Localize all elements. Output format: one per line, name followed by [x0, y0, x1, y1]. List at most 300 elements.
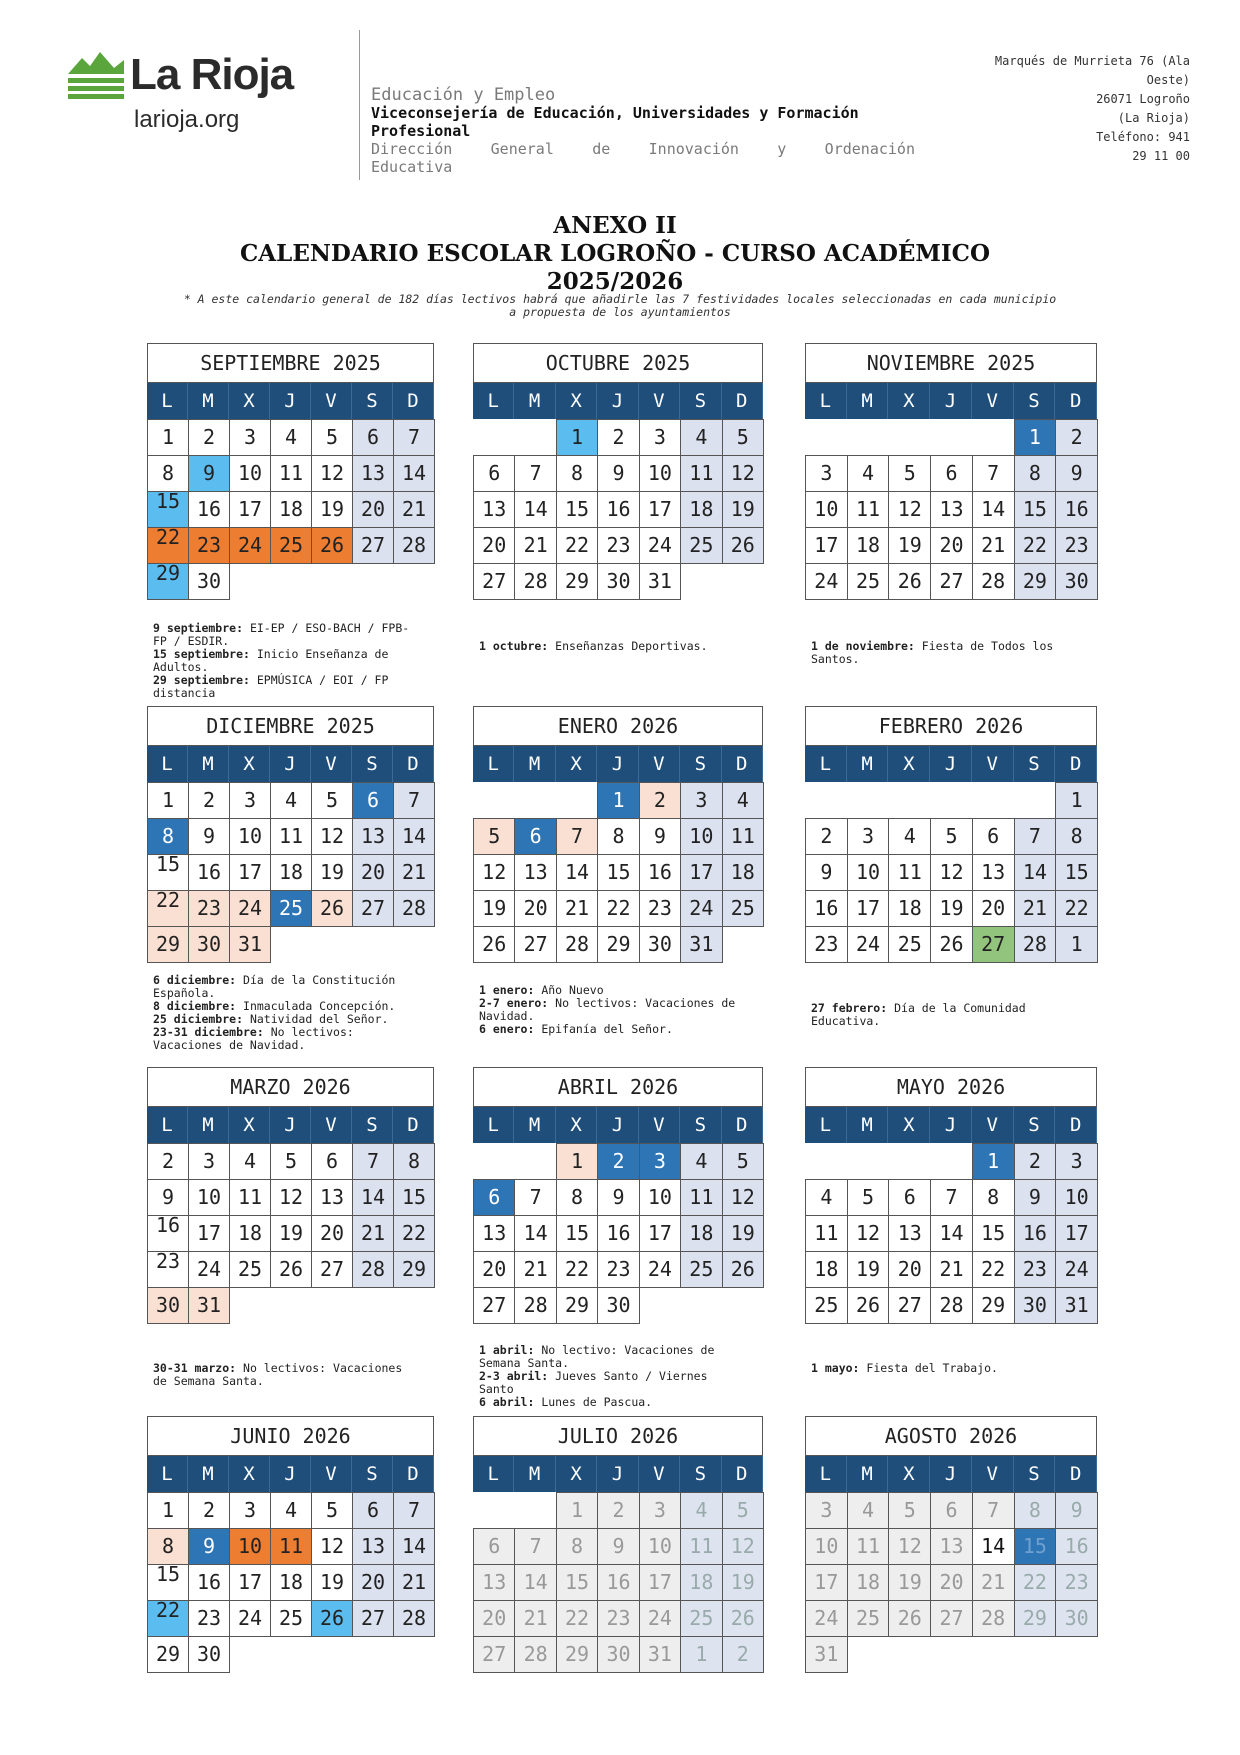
day-cell: 1 [556, 1143, 598, 1180]
day-cell: 9 [805, 854, 848, 891]
day-cell: 5 [311, 782, 353, 819]
note-line [811, 1362, 1083, 1375]
day-cell: 31 [639, 563, 681, 600]
day-cell: 19 [311, 1564, 353, 1601]
note-text: No lectivos: Vacaciones de Navidad. [153, 1025, 354, 1052]
day-cell: 3 [639, 1492, 681, 1529]
month-calendar [147, 343, 434, 599]
day-cell: 23 [1014, 1251, 1057, 1288]
day-cell: 12 [722, 455, 764, 492]
day-cell: 26 [311, 890, 353, 927]
day-cell: 26 [888, 1600, 931, 1637]
weekday-label: D [1055, 1107, 1097, 1143]
note-date: 30-31 marzo: [153, 1361, 237, 1375]
day-grid [147, 1143, 434, 1323]
calendar-note: * A este calendario general de 182 días lectivos habrá que añadirle las 7 festividades locales seleccionadas en cada municipio a propuesta de los ayuntamientos [183, 292, 1057, 319]
day-cell: 2 [188, 419, 230, 456]
day-cell: 10 [229, 455, 271, 492]
weekday-label: J [597, 383, 638, 419]
weekday-label: L [805, 746, 847, 782]
day-cell: 18 [847, 527, 890, 564]
day-cell: 18 [270, 491, 312, 528]
day-cell: 21 [514, 1600, 556, 1637]
day-cell: 2 [1055, 419, 1098, 456]
weekday-header [473, 1107, 763, 1143]
day-cell: 2 [722, 1636, 764, 1673]
weekday-label: S [680, 1107, 721, 1143]
day-cell: 26 [270, 1251, 312, 1288]
address-block [975, 52, 1190, 166]
day-cell: 27 [930, 563, 973, 600]
day-cell: 10 [188, 1179, 230, 1216]
day-cell: 23 [1055, 527, 1098, 564]
day-cell: 1 [1055, 782, 1098, 819]
day-cell: 16 [597, 1564, 639, 1601]
weekday-header [147, 746, 434, 782]
day-cell: 20 [352, 491, 394, 528]
day-cell: 29 [1014, 1600, 1057, 1637]
day-cell: 25 [229, 1251, 271, 1288]
day-cell: 5 [847, 1179, 890, 1216]
day-cell: 13 [888, 1215, 931, 1252]
day-cell: 15 [1014, 491, 1057, 528]
day-cell: 6 [473, 1179, 515, 1216]
day-cell: 28 [352, 1251, 394, 1288]
day-grid [473, 782, 763, 962]
day-cell: 4 [847, 1492, 890, 1529]
weekday-label: X [229, 383, 270, 419]
day-cell: 28 [514, 563, 556, 600]
day-cell: 30 [1014, 1287, 1057, 1324]
day-cell: 6 [930, 455, 973, 492]
day-cell: 11 [888, 854, 931, 891]
note-date: 2-7 enero: [479, 996, 549, 1010]
day-cell: 26 [722, 527, 764, 564]
day-grid [147, 782, 434, 962]
dept-line-3: Dirección General de Innovación y Ordenación [371, 140, 915, 158]
day-cell: 20 [352, 1564, 394, 1601]
day-cell: 28 [393, 527, 435, 564]
day-cell: 14 [514, 1215, 556, 1252]
day-cell: 19 [722, 491, 764, 528]
month-title: AGOSTO 2026 [805, 1416, 1097, 1456]
day-cell: 9 [1055, 455, 1098, 492]
day-cell: 2 [188, 1492, 230, 1529]
note-date: 1 enero: [479, 983, 535, 997]
weekday-label: J [270, 383, 311, 419]
day-cell: 19 [311, 854, 353, 891]
day-cell: 14 [1014, 854, 1057, 891]
note-text: Día de la Comunidad Educativa. [811, 1001, 1026, 1028]
day-cell: 16 [188, 1564, 230, 1601]
day-cell: 4 [270, 419, 312, 456]
day-cell: 28 [514, 1636, 556, 1673]
day-cell: 19 [930, 890, 973, 927]
day-cell: 28 [972, 563, 1015, 600]
day-cell: 29 [147, 563, 189, 600]
day-cell: 21 [514, 1251, 556, 1288]
dept-line-2: Viceconsejería de Educación, Universidades y Formación Profesional [371, 104, 859, 140]
day-cell: 12 [888, 1528, 931, 1565]
day-cell: 13 [514, 854, 556, 891]
day-cell: 20 [473, 1251, 515, 1288]
day-cell: 19 [473, 890, 515, 927]
day-cell: 1 [147, 419, 189, 456]
day-cell: 9 [188, 1528, 230, 1565]
note-date: 1 de noviembre: [811, 639, 915, 653]
day-cell: 24 [229, 1600, 271, 1637]
day-cell: 28 [1014, 926, 1057, 963]
day-cell: 24 [229, 890, 271, 927]
day-cell: 2 [639, 782, 681, 819]
weekday-label: X [888, 1107, 930, 1143]
day-cell: 31 [229, 926, 271, 963]
note-line [153, 974, 420, 1000]
day-cell: 26 [847, 1287, 890, 1324]
day-cell: 5 [930, 818, 973, 855]
day-grid [805, 419, 1097, 599]
day-cell: 12 [473, 854, 515, 891]
day-cell: 30 [597, 1636, 639, 1673]
weekday-label: L [147, 746, 188, 782]
day-cell: 7 [514, 1528, 556, 1565]
day-cell: 20 [888, 1251, 931, 1288]
day-cell: 21 [393, 491, 435, 528]
day-cell: 17 [229, 1564, 271, 1601]
day-cell: 14 [930, 1215, 973, 1252]
site-url: larioja.org [134, 106, 240, 133]
day-cell: 29 [556, 1636, 598, 1673]
note-date: 15 septiembre: [153, 647, 250, 661]
weekday-label: V [639, 383, 680, 419]
month-title: JUNIO 2026 [147, 1416, 434, 1456]
day-cell: 8 [1055, 818, 1098, 855]
day-cell: 9 [1055, 1492, 1098, 1529]
day-cell: 21 [514, 527, 556, 564]
day-cell: 5 [888, 455, 931, 492]
day-cell: 6 [352, 782, 394, 819]
note-date: 6 abril: [479, 1395, 535, 1409]
day-cell: 4 [680, 1492, 722, 1529]
note-date: 6 diciembre: [153, 973, 237, 987]
la-rioja-logo [68, 48, 308, 138]
day-cell: 18 [270, 854, 312, 891]
month-title: JULIO 2026 [473, 1416, 763, 1456]
month-calendar [473, 1067, 763, 1323]
month-title: MARZO 2026 [147, 1067, 434, 1107]
note-line [153, 1362, 420, 1388]
month-notes [811, 640, 1083, 666]
weekday-label: S [1014, 383, 1056, 419]
weekday-label: V [972, 383, 1014, 419]
day-cell: 4 [680, 1143, 722, 1180]
day-cell: 22 [147, 527, 189, 564]
note-text: Inmaculada Concepción. [236, 999, 396, 1013]
weekday-label: V [311, 1456, 352, 1492]
note-text: Año Nuevo [534, 983, 604, 997]
weekday-label: M [514, 1107, 555, 1143]
day-cell: 19 [888, 1564, 931, 1601]
day-cell: 25 [847, 1600, 890, 1637]
day-cell: 3 [805, 1492, 848, 1529]
day-cell: 20 [514, 890, 556, 927]
day-cell: 6 [473, 1528, 515, 1565]
weekday-header [805, 383, 1097, 419]
day-cell: 9 [597, 455, 639, 492]
day-cell: 27 [473, 563, 515, 600]
note-date: 2-3 abril: [479, 1369, 549, 1383]
day-cell: 19 [722, 1215, 764, 1252]
day-cell: 17 [680, 854, 722, 891]
month-calendar [147, 1067, 434, 1323]
weekday-label: M [847, 1107, 889, 1143]
day-cell: 12 [311, 818, 353, 855]
day-cell: 22 [556, 1251, 598, 1288]
day-cell: 15 [556, 491, 598, 528]
weekday-label: V [311, 383, 352, 419]
weekday-label: M [514, 383, 555, 419]
day-cell: 7 [972, 455, 1015, 492]
address-line: Teléfono: 941 [1096, 130, 1190, 144]
day-cell: 30 [597, 563, 639, 600]
day-cell: 3 [680, 782, 722, 819]
day-cell: 3 [188, 1143, 230, 1180]
day-cell: 21 [1014, 890, 1057, 927]
day-cell: 28 [514, 1287, 556, 1324]
note-text: No lectivos: Vacaciones de Navidad. [479, 996, 736, 1023]
day-cell: 30 [639, 926, 681, 963]
weekday-label: X [229, 1107, 270, 1143]
day-cell: 14 [352, 1179, 394, 1216]
day-cell: 2 [597, 419, 639, 456]
day-cell: 12 [270, 1179, 312, 1216]
day-cell: 12 [930, 854, 973, 891]
weekday-label: D [722, 1456, 763, 1492]
day-cell: 16 [805, 890, 848, 927]
day-cell: 16 [1055, 491, 1098, 528]
note-line [811, 1002, 1083, 1028]
weekday-label: X [229, 746, 270, 782]
month-title: ABRIL 2026 [473, 1067, 763, 1107]
month-notes [479, 1344, 749, 1409]
weekday-header [473, 1456, 763, 1492]
weekday-header [805, 746, 1097, 782]
day-cell: 10 [639, 1528, 681, 1565]
weekday-label: M [188, 1456, 229, 1492]
day-cell: 10 [1055, 1179, 1098, 1216]
day-cell: 18 [722, 854, 764, 891]
month-title: OCTUBRE 2025 [473, 343, 763, 383]
note-text: Fiesta del Trabajo. [859, 1361, 998, 1375]
dept-line-4: Educativa [371, 158, 453, 176]
day-cell: 30 [188, 926, 230, 963]
day-cell: 22 [147, 890, 189, 927]
day-cell: 15 [556, 1564, 598, 1601]
month-title: ENERO 2026 [473, 706, 763, 746]
weekday-label: L [473, 383, 514, 419]
day-cell: 6 [352, 1492, 394, 1529]
weekday-label: D [722, 1107, 763, 1143]
weekday-label: M [847, 746, 889, 782]
day-cell: 23 [805, 926, 848, 963]
day-cell: 10 [847, 854, 890, 891]
day-cell: 16 [639, 854, 681, 891]
weekday-label: S [680, 1456, 721, 1492]
day-cell: 2 [188, 782, 230, 819]
note-text: Enseñanzas Deportivas. [548, 639, 708, 653]
day-cell: 24 [639, 527, 681, 564]
weekday-label: D [1055, 746, 1097, 782]
weekday-label: M [514, 1456, 555, 1492]
day-cell: 29 [393, 1251, 435, 1288]
day-cell: 10 [680, 818, 722, 855]
day-cell: 24 [639, 1251, 681, 1288]
weekday-label: L [147, 1107, 188, 1143]
day-cell: 3 [805, 455, 848, 492]
weekday-label: V [311, 746, 352, 782]
day-cell: 15 [147, 1564, 189, 1601]
day-cell: 13 [352, 455, 394, 492]
day-grid [147, 1492, 434, 1672]
day-cell: 12 [311, 1528, 353, 1565]
day-cell: 13 [311, 1179, 353, 1216]
day-cell: 18 [680, 491, 722, 528]
day-cell: 25 [680, 1600, 722, 1637]
day-cell: 26 [930, 926, 973, 963]
day-cell: 18 [270, 1564, 312, 1601]
day-cell: 30 [188, 1636, 230, 1673]
day-cell: 31 [188, 1287, 230, 1324]
month-notes [479, 984, 749, 1036]
day-cell: 8 [1014, 1492, 1057, 1529]
day-cell: 18 [229, 1215, 271, 1252]
day-cell: 10 [639, 1179, 681, 1216]
day-cell: 18 [888, 890, 931, 927]
day-cell: 22 [597, 890, 639, 927]
day-cell: 16 [1055, 1528, 1098, 1565]
day-cell: 22 [1014, 1564, 1057, 1601]
note-text: Jueves Santo / Viernes Santo [479, 1369, 708, 1396]
day-cell: 1 [147, 1492, 189, 1529]
day-cell: 24 [188, 1251, 230, 1288]
month-calendar [805, 706, 1097, 962]
day-cell: 29 [556, 563, 598, 600]
day-cell: 6 [972, 818, 1015, 855]
day-cell: 10 [229, 818, 271, 855]
month-notes [811, 1002, 1083, 1028]
weekday-label: M [847, 383, 889, 419]
day-cell: 12 [311, 455, 353, 492]
day-cell: 11 [805, 1215, 848, 1252]
weekday-header [805, 1107, 1097, 1143]
day-cell: 14 [556, 854, 598, 891]
day-cell: 25 [680, 1251, 722, 1288]
day-cell: 30 [147, 1287, 189, 1324]
day-cell: 25 [270, 527, 312, 564]
weekday-label: V [639, 1456, 680, 1492]
address-line: (La Rioja) [1117, 111, 1190, 125]
day-cell: 11 [680, 1179, 722, 1216]
weekday-label: M [188, 1107, 229, 1143]
day-cell: 5 [722, 419, 764, 456]
day-cell: 17 [1055, 1215, 1098, 1252]
day-grid [473, 1492, 763, 1672]
day-cell: 22 [1014, 527, 1057, 564]
day-cell: 25 [888, 926, 931, 963]
day-cell: 14 [514, 491, 556, 528]
day-cell: 25 [722, 890, 764, 927]
day-cell: 23 [597, 527, 639, 564]
day-cell: 11 [270, 1528, 312, 1565]
note-date: 29 septiembre: [153, 673, 250, 687]
day-cell: 1 [972, 1143, 1015, 1180]
day-cell: 24 [847, 926, 890, 963]
day-cell: 22 [1055, 890, 1098, 927]
note-date: 8 diciembre: [153, 999, 237, 1013]
day-cell: 10 [805, 491, 848, 528]
day-cell: 22 [972, 1251, 1015, 1288]
day-cell: 31 [639, 1636, 681, 1673]
month-calendar [473, 1416, 763, 1672]
day-cell: 23 [597, 1251, 639, 1288]
month-notes [153, 1362, 420, 1388]
note-date: 9 septiembre: [153, 621, 244, 635]
day-cell: 17 [639, 491, 681, 528]
day-cell: 21 [393, 1564, 435, 1601]
day-cell: 7 [514, 455, 556, 492]
day-cell: 15 [147, 854, 189, 891]
day-cell: 8 [147, 455, 189, 492]
title-line-1: ANEXO II [553, 212, 677, 239]
day-cell: 8 [393, 1143, 435, 1180]
day-cell: 19 [270, 1215, 312, 1252]
day-cell: 1 [556, 419, 598, 456]
day-cell: 1 [597, 782, 639, 819]
month-notes [153, 974, 420, 1052]
month-calendar [147, 706, 434, 962]
day-cell: 31 [680, 926, 722, 963]
day-cell: 9 [597, 1528, 639, 1565]
day-cell: 22 [393, 1215, 435, 1252]
day-cell: 11 [270, 455, 312, 492]
day-cell: 11 [229, 1179, 271, 1216]
dept-line-1: Educación y Empleo [371, 85, 556, 105]
month-title: MAYO 2026 [805, 1067, 1097, 1107]
day-cell: 24 [805, 563, 848, 600]
weekday-label: L [473, 1456, 514, 1492]
day-cell: 3 [229, 419, 271, 456]
month-calendar [805, 1416, 1097, 1672]
day-cell: 11 [270, 818, 312, 855]
note-date: 1 octubre: [479, 639, 549, 653]
day-cell: 27 [352, 527, 394, 564]
weekday-label: M [188, 746, 229, 782]
day-cell: 29 [147, 926, 189, 963]
day-cell: 24 [1055, 1251, 1098, 1288]
day-cell: 25 [805, 1287, 848, 1324]
day-cell: 10 [639, 455, 681, 492]
day-cell: 15 [147, 491, 189, 528]
day-cell: 29 [556, 1287, 598, 1324]
day-cell: 11 [847, 1528, 890, 1565]
day-cell: 2 [147, 1143, 189, 1180]
weekday-label: J [930, 746, 972, 782]
day-cell: 14 [972, 1528, 1015, 1565]
day-cell: 4 [847, 455, 890, 492]
weekday-label: L [147, 383, 188, 419]
day-cell: 9 [147, 1179, 189, 1216]
weekday-label: V [972, 746, 1014, 782]
